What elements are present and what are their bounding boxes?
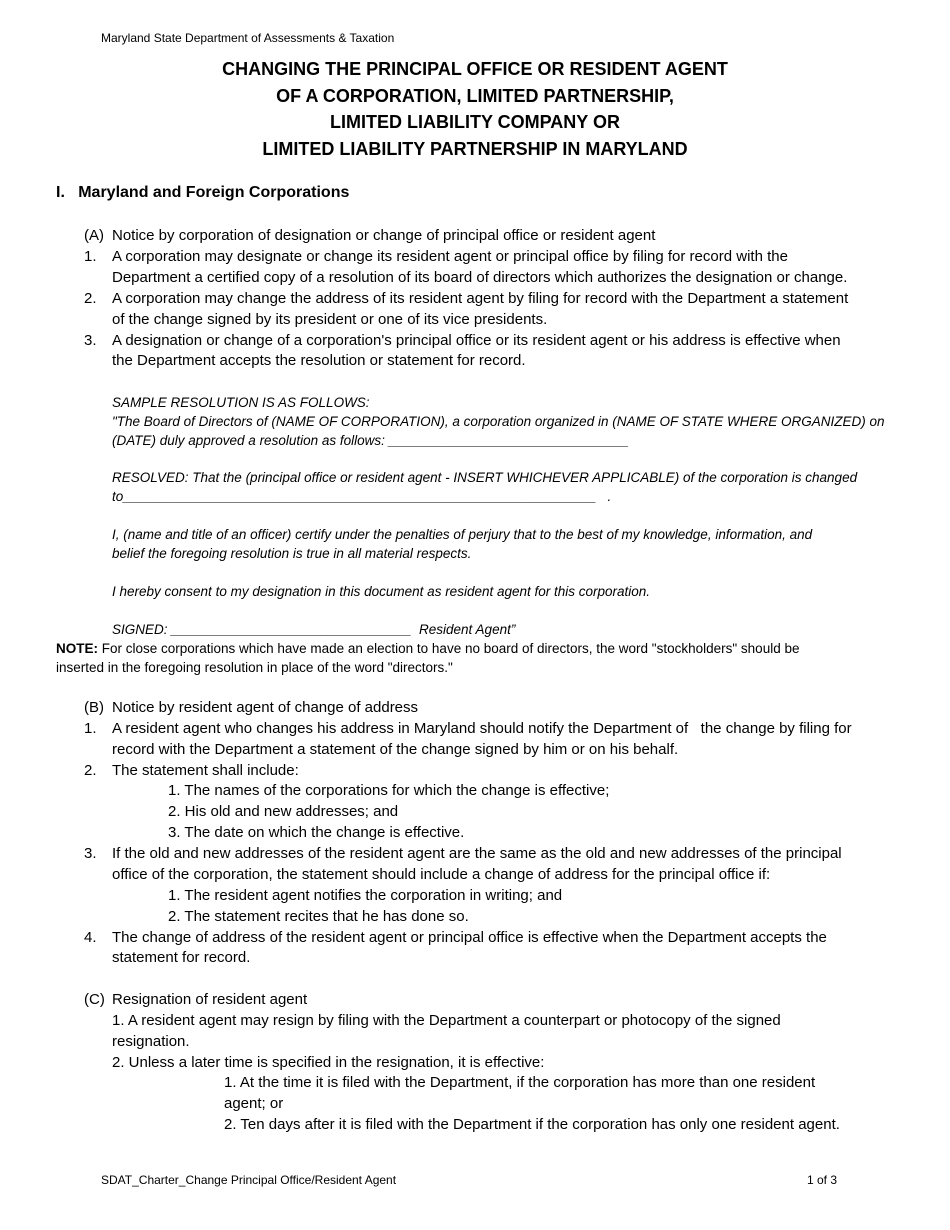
c-sub-1-line-2: agent; or [224,1095,284,1112]
title-line-4: LIMITED LIABILITY PARTNERSHIP IN MARYLAND [262,138,688,159]
sample-p2-line-2: to_______________________________________________________________ . [112,489,612,504]
c-para-2: 2. Unless a later time is specified in the resignation, it is effective: [112,1054,545,1071]
sample-p2-line-1: RESOLVED: That the (principal office or resident agent - INSERT WHICHEVER APPLICABLE) of the corporation is changed [112,470,858,485]
sample-heading: SAMPLE RESOLUTION IS AS FOLLOWS: [112,395,370,410]
c-sub-1-line-1: 1. At the time it is filed with the Department, if the corporation has more than one resident [224,1074,816,1091]
note-line-2: inserted in the foregoing resolution in place of the word "directors." [56,660,453,675]
b-item-4-line-2: statement for record. [112,949,251,966]
a-item-1-line-1: A corporation may designate or change its resident agent or principal office by filing for record with the [112,248,788,265]
part-c-marker: (C) [84,991,105,1008]
b-item-1-line-2: record with the Department a statement of the change signed by him or on his behalf. [112,741,679,758]
a-item-3-line-2: the Department accepts the resolution or statement for record. [112,352,526,369]
c-sub-2: 2. Ten days after it is filed with the Department if the corporation has only one resident agent. [224,1116,840,1133]
part-a-marker: (A) [84,227,104,244]
footer-document-name: SDAT_Charter_Change Principal Office/Resident Agent [101,1173,397,1187]
b-item-2-line-1: The statement shall include: [112,762,299,779]
document-title [0,56,950,162]
part-b-marker: (B) [84,699,104,716]
sample-p4: I hereby consent to my designation in this document as resident agent for this corporation. [112,584,651,599]
c-para-1-line-1: 1. A resident agent may resign by filing with the Department a counterpart or photocopy of the signed [112,1012,781,1029]
b-item-3-line-1: If the old and new addresses of the resident agent are the same as the old and new addresses of the principal [112,845,842,862]
note-label: NOTE: [56,641,98,656]
sample-signed: SIGNED: ________________________________ Resident Agent” [112,622,516,637]
note-text: For close corporations which have made an election to have no board of directors, the word "stockholders" should be [98,641,800,656]
b-item-4-number: 4. [84,929,97,946]
a-item-3-line-1: A designation or change of a corporation's principal office or its resident agent or his address is effective when [112,332,841,349]
a-item-2-line-2: of the change signed by its president or one of its vice presidents. [112,311,548,328]
sample-p3-line-1: I, (name and title of an officer) certify under the penalties of perjury that to the best of my knowledge, information, and [112,527,813,542]
b-item-2-sub-1: 1. The names of the corporations for which the change is effective; [168,782,610,799]
b-item-3-number: 3. [84,845,97,862]
b-item-2-sub-3: 3. The date on which the change is effective. [168,824,465,841]
a-item-1-line-2: Department a certified copy of a resolution of its board of directors which authorizes the designation or change. [112,269,848,286]
note-line-1 [56,639,799,658]
part-a-heading: Notice by corporation of designation or change of principal office or resident agent [112,227,656,244]
title-line-2: OF A CORPORATION, LIMITED PARTNERSHIP, [276,85,674,106]
b-item-3-sub-2: 2. The statement recites that he has done so. [168,908,469,925]
c-para-1-line-2: resignation. [112,1033,190,1050]
sample-p3-line-2: belief the foregoing resolution is true in all material respects. [112,546,472,561]
section-heading: I. Maryland and Foreign Corporations [56,184,350,201]
b-item-2-number: 2. [84,762,97,779]
a-item-2-line-1: A corporation may change the address of its resident agent by filing for record with the Department a statement [112,290,849,307]
sample-p1-line-2: (DATE) duly approved a resolution as follows: ________________________________ [112,433,629,448]
b-item-1-number: 1. [84,720,97,737]
a-item-3-number: 3. [84,332,97,349]
part-c-heading: Resignation of resident agent [112,991,308,1008]
agency-header: Maryland State Department of Assessments & Taxation [101,31,395,45]
part-b-heading: Notice by resident agent of change of address [112,699,419,716]
b-item-2-sub-2: 2. His old and new addresses; and [168,803,399,820]
b-item-1-line-1: A resident agent who changes his address in Maryland should notify the Department of the change by filing for [112,720,852,737]
a-item-2-number: 2. [84,290,97,307]
title-line-1: CHANGING THE PRINCIPAL OFFICE OR RESIDENT AGENT [222,59,728,79]
a-item-1-number: 1. [84,248,97,265]
b-item-4-line-1: The change of address of the resident agent or principal office is effective when the Department accepts the [112,929,827,946]
footer-page-number: 1 of 3 [807,1173,838,1187]
sample-p1-line-1: "The Board of Directors of (NAME OF CORPORATION), a corporation organized in (NAME OF STATE WHERE ORGANIZED) on [112,414,885,429]
title-line-3: LIMITED LIABILITY COMPANY OR [329,112,620,132]
b-item-3-sub-1: 1. The resident agent notifies the corporation in writing; and [168,887,563,904]
b-item-3-line-2: office of the corporation, the statement should include a change of address for the principal office if: [112,866,771,883]
